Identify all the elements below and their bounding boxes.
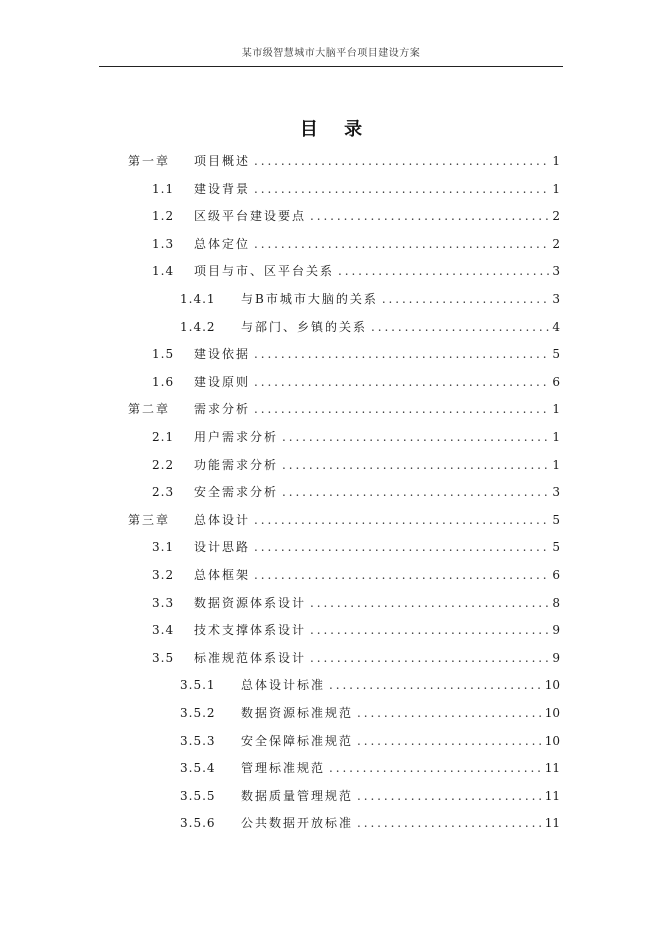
toc-entry-title: 管理标准规范 xyxy=(241,761,326,776)
toc-entry-number: 3.5.6 xyxy=(180,816,216,831)
toc-entry-number: 第一章 xyxy=(128,154,171,168)
toc-entry-title: 标准规范体系设计 xyxy=(194,650,307,665)
toc-entry-page: 4 xyxy=(552,319,560,334)
toc-entry[interactable] xyxy=(180,704,560,724)
toc-dot-leader xyxy=(382,292,551,306)
toc-dot-leader xyxy=(357,816,543,830)
toc-entry-number: 1.3 xyxy=(152,236,175,251)
toc-entry-page: 1 xyxy=(552,402,560,417)
toc-entry-page: 1 xyxy=(552,181,560,196)
toc-entry-title: 功能需求分析 xyxy=(194,457,279,472)
toc-entry[interactable] xyxy=(180,814,560,834)
toc-entry[interactable] xyxy=(152,566,560,586)
toc-entry-page: 3 xyxy=(552,292,560,306)
toc-entry[interactable] xyxy=(152,262,560,282)
toc-entry[interactable] xyxy=(152,180,560,200)
toc-entry-title: 建设依据 xyxy=(194,347,251,362)
toc-entry-number: 1.1 xyxy=(152,181,175,196)
toc-dot-leader xyxy=(254,568,550,582)
toc-entry-title: 总体设计 xyxy=(194,512,251,527)
toc-entry-title: 数据资源标准规范 xyxy=(241,706,354,720)
toc-entry[interactable] xyxy=(152,207,560,227)
toc-entry[interactable] xyxy=(152,594,560,614)
toc-entry-number: 1.5 xyxy=(152,347,175,362)
toc-dot-leader xyxy=(254,402,550,416)
toc-entry-title: 区级平台建设要点 xyxy=(194,209,307,224)
toc-dot-leader xyxy=(310,623,550,637)
toc-entry-title: 公共数据开放标准 xyxy=(241,816,354,831)
toc-dot-leader xyxy=(310,651,550,665)
toc-dot-leader xyxy=(357,706,543,720)
toc-entry[interactable] xyxy=(128,511,560,531)
toc-entry-number: 3.3 xyxy=(152,595,175,610)
toc-entry-number: 第二章 xyxy=(128,402,171,417)
toc-entry-number: 1.4.1 xyxy=(180,292,216,306)
toc-entry-number: 3.5.2 xyxy=(180,706,216,720)
toc-dot-leader xyxy=(310,209,550,223)
toc-entry[interactable] xyxy=(152,456,560,476)
toc-entry-page: 1 xyxy=(552,154,560,168)
toc-entry-page: 3 xyxy=(552,264,560,279)
toc-entry[interactable] xyxy=(180,318,560,338)
toc-entry-number: 第三章 xyxy=(128,512,171,527)
toc-entry-title: 与部门、乡镇的关系 xyxy=(241,319,368,334)
toc-entry-number: 3.5.1 xyxy=(180,678,216,693)
toc-entry-title: 项目概述 xyxy=(194,154,251,168)
toc-entry-page: 6 xyxy=(552,568,560,582)
toc-entry-title: 技术支撑体系设计 xyxy=(194,623,307,638)
toc-dot-leader xyxy=(254,237,550,251)
toc-entry[interactable] xyxy=(180,759,560,779)
page-header: 某市级智慧城市大脑平台项目建设方案 xyxy=(241,48,421,59)
toc-entry[interactable] xyxy=(152,538,560,558)
toc-dot-leader xyxy=(254,347,550,361)
toc-dot-leader xyxy=(282,458,550,472)
toc-dot-leader xyxy=(254,540,550,554)
toc-entry-number: 1.2 xyxy=(152,209,175,224)
toc-entry-page: 9 xyxy=(552,623,560,638)
toc-entry-number: 3.5 xyxy=(152,650,175,665)
toc-entry[interactable] xyxy=(152,428,560,448)
toc-entry[interactable] xyxy=(128,400,560,420)
toc-entry-page: 11 xyxy=(544,816,560,831)
toc-dot-leader xyxy=(254,182,550,196)
toc-entry-title: 建设原则 xyxy=(194,374,251,389)
toc-entry-page: 11 xyxy=(544,788,560,803)
toc-entry[interactable] xyxy=(152,373,560,393)
toc-entry-page: 5 xyxy=(552,540,560,555)
toc-entry[interactable] xyxy=(152,649,560,669)
toc-dot-leader xyxy=(329,761,543,775)
toc-entry-number: 3.5.3 xyxy=(180,733,216,748)
toc-entry[interactable] xyxy=(128,152,560,172)
toc-entry-title: 建设背景 xyxy=(194,181,251,196)
toc-dot-leader xyxy=(254,513,550,527)
toc-entry-title: 数据资源体系设计 xyxy=(194,595,307,610)
toc-entry-page: 3 xyxy=(552,485,560,500)
toc-dot-leader xyxy=(338,264,550,278)
toc-entry-page: 10 xyxy=(544,678,560,693)
header-divider xyxy=(99,66,563,67)
toc-dot-leader xyxy=(254,375,550,389)
toc-entry-number: 2.2 xyxy=(152,457,175,472)
toc-entry-page: 1 xyxy=(552,430,560,444)
toc-entry-title: 总体设计标准 xyxy=(241,678,326,693)
toc-entry-page: 10 xyxy=(544,733,560,748)
toc-dot-leader xyxy=(357,734,543,748)
toc-entry[interactable] xyxy=(152,621,560,641)
toc-entry-page: 9 xyxy=(552,650,560,665)
toc-entry[interactable] xyxy=(180,676,560,696)
toc-entry-title: 数据质量管理规范 xyxy=(241,788,354,803)
toc-entry-number: 3.5.4 xyxy=(180,761,216,776)
toc-dot-leader xyxy=(254,154,550,168)
toc-entry-page: 5 xyxy=(552,512,560,527)
toc-entry[interactable] xyxy=(180,787,560,807)
toc-entry[interactable] xyxy=(152,235,560,255)
toc-entry-title: 需求分析 xyxy=(194,402,251,417)
toc-dot-leader xyxy=(282,485,550,499)
toc-entry-title: 项目与市、区平台关系 xyxy=(194,264,335,279)
toc-dot-leader xyxy=(282,430,550,444)
toc-entry-page: 5 xyxy=(552,347,560,362)
toc-dot-leader xyxy=(310,596,550,610)
toc-entry[interactable] xyxy=(180,290,560,310)
toc-entry-title: 与B市城市大脑的关系 xyxy=(241,292,378,306)
toc-entry[interactable] xyxy=(152,345,560,365)
toc-entry[interactable] xyxy=(152,483,560,503)
toc-entry-number: 3.2 xyxy=(152,568,175,582)
toc-entry-number: 2.3 xyxy=(152,485,175,500)
toc-entry-title: 总体框架 xyxy=(194,568,251,582)
toc-entry-number: 3.5.5 xyxy=(180,788,216,803)
toc-entry-page: 1 xyxy=(552,457,560,472)
toc-entry-page: 10 xyxy=(544,706,560,720)
toc-entry-page: 11 xyxy=(544,761,560,776)
toc-entry-title: 安全保障标准规范 xyxy=(241,733,354,748)
toc-entry[interactable] xyxy=(180,732,560,752)
toc-entry-page: 6 xyxy=(552,374,560,389)
toc-entry-title: 总体定位 xyxy=(194,236,251,251)
toc-entry-page: 2 xyxy=(552,209,560,224)
toc-entry-number: 3.4 xyxy=(152,623,175,638)
toc-entry-page: 2 xyxy=(552,236,560,251)
toc-dot-leader xyxy=(329,678,543,692)
toc-dot-leader xyxy=(371,320,550,334)
toc-title: 目 录 xyxy=(299,119,373,140)
toc-entry-number: 1.4.2 xyxy=(180,319,216,334)
toc-entry-number: 1.6 xyxy=(152,374,175,389)
toc-entry-title: 用户需求分析 xyxy=(194,430,279,444)
toc-entry-title: 设计思路 xyxy=(194,540,251,555)
toc-entry-number: 3.1 xyxy=(152,540,175,555)
toc-dot-leader xyxy=(357,789,543,803)
toc-entry-number: 1.4 xyxy=(152,264,175,279)
toc-entry-number: 2.1 xyxy=(152,430,175,444)
toc-entry-title: 安全需求分析 xyxy=(194,485,279,500)
toc-entry-page: 8 xyxy=(552,595,560,610)
